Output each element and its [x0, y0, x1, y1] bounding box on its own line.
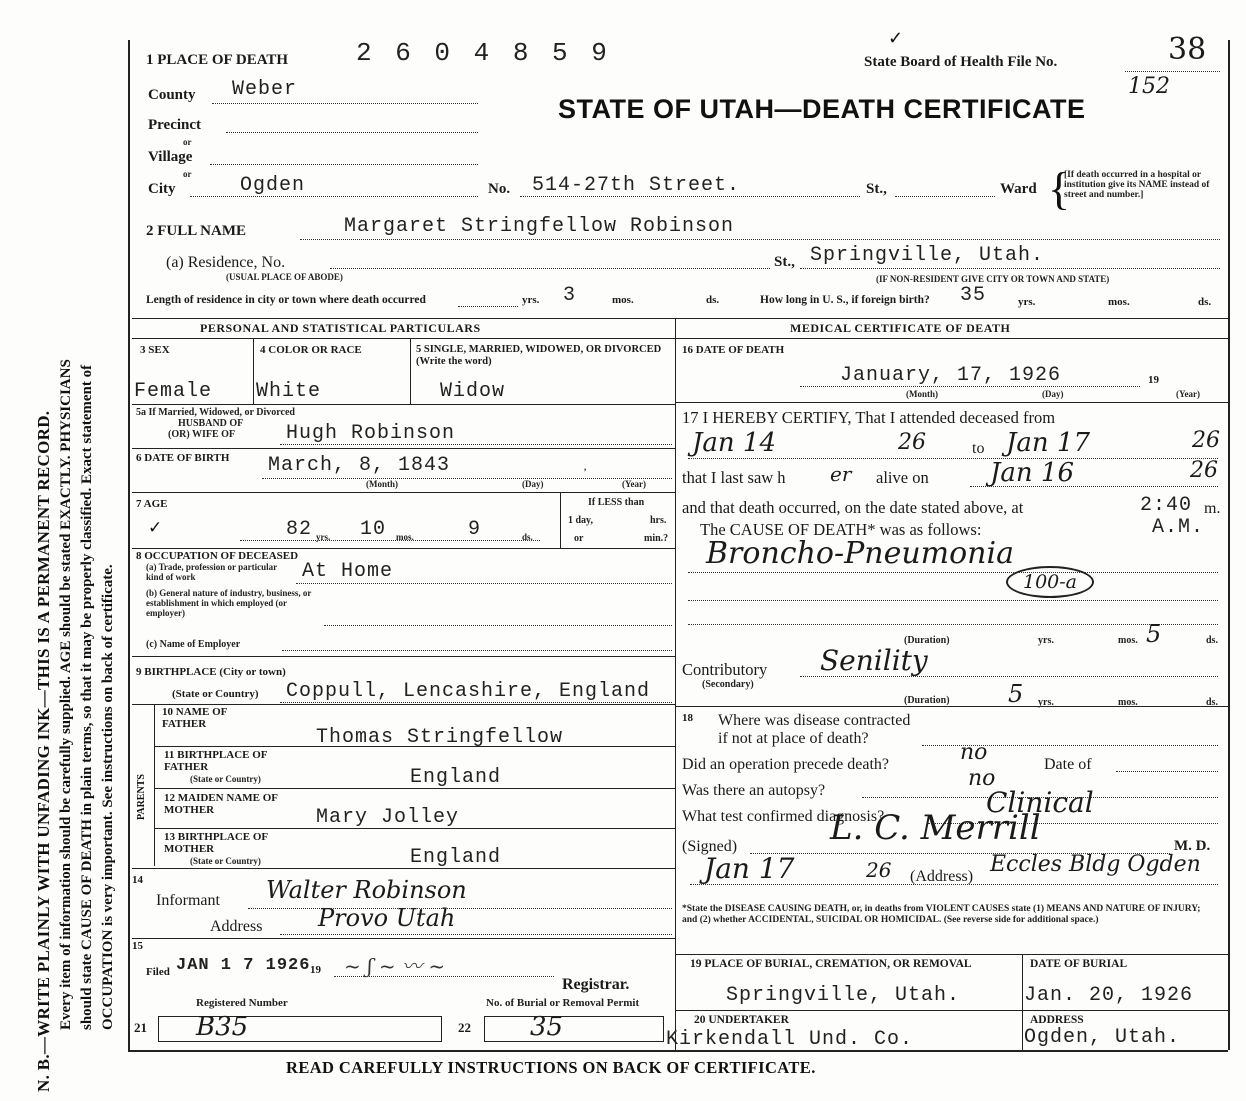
time-of-death: 2:40 — [1140, 494, 1193, 517]
md-label: M. D. — [1174, 838, 1211, 854]
date-of-death-value: January, 17, 1926 — [840, 364, 1062, 387]
permit-prefix: 22 — [458, 1020, 471, 1035]
parents-divider — [154, 704, 155, 866]
occupation-line — [296, 583, 672, 584]
row-divider-4 — [132, 548, 675, 549]
undertaker-name: Kirkendall Und. Co. — [666, 1028, 914, 1051]
cause-footnote: *State the DISEASE CAUSING DEATH, or, in deaths from VIOLENT CAUSES state (1) MEANS AND NATURE OF INJURY; and (2) whether ACCIDENTAL, SUICIDAL OR HOMICIDAL. (See reverse side for additional space.) — [682, 904, 1201, 925]
marital-value: Widow — [440, 380, 506, 403]
residence-value: Springville, Utah. — [810, 244, 1045, 267]
row-divider-1 — [132, 404, 675, 405]
us-years-value: 35 — [960, 284, 987, 307]
dob-year-label: (Year) — [622, 479, 646, 489]
signed-date: Jan 17 — [704, 852, 795, 885]
county-value: Weber — [232, 78, 298, 101]
section-divider — [132, 318, 1228, 319]
last-saw-her: er — [830, 462, 852, 486]
or-minutes-label: or — [574, 533, 584, 544]
medical-row-divider-1 — [675, 402, 1228, 403]
length-years-value: 3 — [563, 284, 577, 307]
left-frame-line — [128, 40, 130, 1050]
filed-19: 19 — [310, 964, 321, 976]
state-file-number: 38 — [1168, 32, 1207, 67]
mother-bp-sub: (State or Country) — [190, 856, 261, 866]
industry-line — [324, 625, 672, 626]
father-label: 10 NAME OF FATHER — [162, 706, 227, 730]
cause-line-3 — [688, 624, 1218, 625]
age-ds-label: ds. — [522, 532, 533, 542]
registrar-signature: ~ ʃ ~ 〰 ~ — [344, 954, 446, 978]
autopsy-value: no — [968, 766, 996, 791]
marital-label: 5 SINGLE, MARRIED, WIDOWED, OR DIVORCED (Write the word) — [416, 344, 662, 367]
duration-label-1: (Duration) — [904, 635, 950, 646]
dob-month-label: (Month) — [366, 479, 398, 489]
medical-row-divider-4 — [675, 1010, 1228, 1011]
duration-yrs-label-1: yrs. — [1038, 635, 1054, 646]
occupation-b-label: (b) General nature of industry, business, or establishment in which employed (or employer) — [146, 588, 312, 618]
cause-label: The CAUSE OF DEATH* was as follows: — [700, 520, 982, 539]
to-label: to — [972, 440, 985, 457]
ward-label: Ward — [1000, 181, 1037, 197]
full-name-value: Margaret Stringfellow Robinson — [344, 215, 735, 238]
attended-to-year: 26 — [1192, 428, 1220, 453]
contributory-cause: Senility — [820, 644, 928, 677]
row-divider-7 — [132, 868, 675, 869]
burial-place: Springville, Utah. — [726, 984, 961, 1007]
father-row-line — [154, 746, 675, 747]
where-contracted-label: Where was disease contracted — [718, 712, 911, 729]
contributory-label: Contributory — [682, 660, 768, 679]
mother-label: 12 MAIDEN NAME OF MOTHER — [164, 792, 278, 816]
heading-underline — [132, 338, 1228, 339]
item-18: 18 — [682, 712, 693, 724]
duration-ds-label-2: ds. — [1206, 697, 1218, 708]
certificate-title: STATE OF UTAH—DEATH CERTIFICATE — [558, 94, 1086, 124]
duration-label-2: (Duration) — [904, 695, 950, 706]
father-value: Thomas Stringfellow — [316, 726, 564, 749]
age-mos-label: mos. — [396, 532, 414, 542]
contributory-duration-yrs: 5 — [1008, 680, 1024, 708]
occupation-value: At Home — [302, 560, 394, 583]
spouse-line — [280, 444, 672, 445]
spouse-value: Hugh Robinson — [286, 422, 456, 445]
burial-date: Jan. 20, 1926 — [1024, 984, 1194, 1007]
signed-year: 26 — [866, 858, 892, 882]
date-of-death-line — [800, 386, 1140, 387]
sex-value: Female — [134, 380, 213, 403]
undertaker-address: Ogden, Utah. — [1024, 1026, 1181, 1049]
test-label: What test confirmed diagnosis? — [682, 808, 885, 825]
ward-line — [895, 196, 995, 197]
filed-label: Filed — [146, 966, 170, 978]
operation-label: Did an operation precede death? — [682, 756, 890, 773]
burial-permit-label: No. of Burial or Removal Permit — [486, 997, 640, 1009]
date-of-death-label: 16 DATE OF DEATH — [682, 344, 785, 356]
dod-month-label: (Month) — [906, 389, 938, 399]
instruction-line-2: should state CAUSE OF DEATH in plain terms, so that it may be properly classified. Exact statement of — [79, 364, 95, 1030]
informant-line — [248, 908, 672, 909]
color-label: 4 COLOR OR RACE — [260, 344, 362, 356]
physician-address-label: (Address) — [910, 868, 974, 885]
right-frame-line — [1228, 40, 1230, 1050]
age-less-divider — [560, 492, 561, 548]
permit-number-box — [484, 1016, 664, 1042]
street-address: 514-27th Street. — [532, 174, 741, 197]
color-value: White — [256, 380, 322, 403]
local-file-number: 152 — [1128, 74, 1170, 99]
informant-label: Informant — [156, 892, 220, 909]
primary-duration-mos: 5 — [1146, 620, 1162, 648]
spouse-label-c: (OR) WIFE OF — [168, 429, 236, 440]
dob-value: March, 8, 1843 — [268, 454, 451, 477]
precinct-label: Precinct — [148, 117, 202, 133]
length-residence-label: Length of residence in city or town where death occurred — [146, 294, 426, 306]
age-label: 7 AGE — [136, 498, 168, 510]
informant-address-line — [280, 934, 672, 935]
dod-day-label: (Day) — [1042, 389, 1064, 399]
operation-value: no — [960, 740, 988, 765]
color-marital-divider — [410, 338, 411, 404]
cause-code: 100-a — [1006, 566, 1094, 598]
occupation-a-label: (a) Trade, profession or particular kind of work — [146, 562, 277, 582]
parents-label: PARENTS — [136, 774, 147, 820]
birthplace-value: Coppull, Lencashire, England — [286, 680, 651, 703]
dod-year-label: (Year) — [1176, 389, 1200, 399]
age-years: 82 — [286, 518, 313, 541]
age-months: 10 — [360, 518, 387, 541]
informant-value: Walter Robinson — [266, 876, 467, 904]
physician-address-line — [690, 884, 1218, 885]
age-days: 9 — [468, 518, 482, 541]
hospital-note-brace: { — [1048, 163, 1071, 214]
birthplace-label: 9 BIRTHPLACE (City or town) — [136, 666, 286, 678]
full-name-label: 2 FULL NAME — [146, 223, 247, 239]
city-value: Ogden — [240, 174, 306, 197]
street-no-label: No. — [488, 181, 511, 197]
duration-yrs-label-2: yrs. — [1038, 697, 1054, 708]
cause-of-death: Broncho-Pneumonia — [706, 536, 1014, 571]
alive-on-label: alive on — [876, 468, 929, 487]
cause-line — [688, 572, 1218, 573]
attended-line — [688, 458, 1218, 459]
us-mos-label: mos. — [1108, 296, 1130, 308]
dob-comma: , — [584, 462, 587, 472]
street-line — [520, 196, 860, 197]
state-file-label: State Board of Health File No. — [864, 54, 1058, 70]
occupation-label: 8 OCCUPATION OF DECEASED — [136, 550, 299, 562]
duration-ds-label-1: ds. — [1206, 635, 1218, 646]
row-divider-3 — [132, 492, 675, 493]
informant-address-label: Address — [210, 918, 263, 935]
duration-mos-label-1: mos. — [1118, 635, 1138, 646]
operation-date-line — [1116, 771, 1218, 772]
min-label: min.? — [644, 533, 669, 544]
one-day-label: 1 day, — [568, 515, 594, 526]
dob-label: 6 DATE OF BIRTH — [136, 452, 230, 464]
mother-value: Mary Jolley — [316, 806, 460, 829]
attended-from: Jan 14 — [692, 428, 777, 458]
father-bp-value: England — [410, 766, 502, 789]
permanent-record-note: N. B.—WRITE PLAINLY WITH UNFADING INK—THIS IS A PERMANENT RECORD. — [34, 410, 53, 1092]
time-m-label: m. — [1204, 500, 1221, 517]
age-check: ✓ — [148, 518, 163, 537]
item-14: 14 — [132, 874, 143, 886]
residence-city-line — [800, 268, 1220, 269]
village-label: Village — [148, 149, 193, 165]
medical-row-divider-2 — [675, 706, 1228, 707]
undertaker-label: 20 UNDERTAKER — [694, 1014, 789, 1026]
last-seen-line — [970, 486, 1218, 487]
autopsy-label: Was there an autopsy? — [682, 782, 826, 799]
row-divider-5 — [132, 656, 675, 657]
us-ds-label: ds. — [1198, 296, 1212, 308]
personal-heading: PERSONAL AND STATISTICAL PARTICULARS — [200, 321, 481, 335]
physician-signature: L. C. Merrill — [830, 808, 1041, 848]
am-pm: A.M. — [1152, 516, 1205, 539]
attended-from-year: 26 — [898, 430, 926, 455]
last-seen-date: Jan 16 — [990, 458, 1075, 488]
father-bp-sub: (State or Country) — [190, 774, 261, 784]
reg-number: B35 — [196, 1012, 249, 1042]
or-label-2: or — [183, 169, 192, 179]
last-saw-label: that I last saw h — [682, 468, 786, 487]
column-divider — [675, 318, 676, 1050]
father-bp-label: 11 BIRTHPLACE OF FATHER — [164, 749, 268, 773]
st-label: St., — [866, 181, 887, 197]
mother-row-line — [154, 828, 675, 829]
spouse-label-b: HUSBAND OF — [178, 418, 244, 429]
row-divider-2 — [132, 448, 675, 449]
mother-bp-value: England — [410, 846, 502, 869]
usual-place-label: (USUAL PLACE OF ABODE) — [226, 272, 343, 282]
instruction-line-1: Every item of information should be carefully supplied. AGE should be stated EXACTLY. PHYSICIANS — [58, 359, 74, 1030]
us-yrs-label: yrs. — [1018, 296, 1036, 308]
hrs-label: hrs. — [650, 515, 667, 526]
employer-label: (c) Name of Employer — [146, 639, 241, 650]
reg-prefix: 21 — [134, 1020, 147, 1035]
age-line — [240, 540, 540, 541]
length-mos-label: mos. — [612, 294, 634, 306]
row-divider-6 — [132, 704, 675, 705]
burial-label: 19 PLACE OF BURIAL, CREMATION, OR REMOVAL — [690, 958, 972, 970]
certify-label: 17 I HEREBY CERTIFY, That I attended deceased from — [682, 408, 1056, 427]
last-seen-year: 26 — [1190, 458, 1218, 483]
burial-date-divider — [1022, 954, 1023, 1050]
birthplace-line — [280, 702, 672, 703]
reg-number-label: Registered Number — [196, 997, 288, 1009]
how-long-us-label: How long in U. S., if foreign birth? — [760, 294, 930, 306]
registrar-label: Registrar. — [562, 976, 630, 993]
spouse-label-a: 5a If Married, Widowed, or Divorced — [136, 407, 295, 418]
mother-bp-label: 13 BIRTHPLACE OF MOTHER — [164, 831, 268, 855]
physician-address: Eccles Bldg Ogden — [990, 852, 1201, 877]
item-15: 15 — [132, 940, 143, 952]
instruction-line-3: OCCUPATION is very important. See instructions on back of certificate. — [100, 564, 116, 1030]
nonresident-note: (IF NON-RESIDENT GIVE CITY OR TOWN AND STATE) — [876, 274, 1110, 284]
medical-row-divider-3 — [675, 954, 1228, 955]
dob-day-label: (Day) — [522, 479, 544, 489]
county-line — [212, 103, 478, 104]
length-yrs-label: yrs. — [522, 294, 540, 306]
sex-color-divider — [253, 338, 254, 404]
or-label-1: or — [183, 137, 192, 147]
employer-line — [282, 650, 672, 651]
state-file-line — [1125, 71, 1220, 72]
birthplace-state-label: (State or Country) — [172, 688, 259, 700]
secondary-label: (Secondary) — [702, 679, 754, 690]
attended-to: Jan 17 — [1006, 428, 1091, 458]
place-of-death-label: 1 PLACE OF DEATH — [146, 52, 289, 68]
precinct-line — [226, 132, 478, 133]
date-19: 19 — [1148, 374, 1159, 386]
less-than-label: If LESS than — [588, 497, 645, 508]
county-label: County — [148, 87, 196, 103]
city-label: City — [148, 181, 176, 197]
footer-instructions: READ CAREFULLY INSTRUCTIONS ON BACK OF CERTIFICATE. — [286, 1058, 816, 1077]
length-ds-label: ds. — [706, 294, 720, 306]
father-bp-row-line — [154, 788, 675, 789]
death-occurred-label: and that death occurred, on the date stated above, at — [682, 498, 1024, 517]
residence-line — [330, 268, 770, 269]
sex-label: 3 SEX — [140, 344, 170, 356]
burial-date-label: DATE OF BURIAL — [1030, 958, 1128, 970]
residence-label: (a) Residence, No. — [166, 254, 286, 271]
undertaker-address-label: ADDRESS — [1030, 1014, 1084, 1026]
serial-number: 2 6 0 4 8 5 9 — [356, 38, 611, 68]
full-name-line — [300, 239, 1220, 240]
row-divider-8 — [132, 938, 675, 939]
informant-address: Provo Utah — [318, 904, 456, 932]
signed-label: (Signed) — [682, 838, 738, 855]
check-mark: ✓ — [888, 28, 904, 48]
not-place-label: if not at place of death? — [718, 730, 869, 747]
duration-mos-label-2: mos. — [1118, 697, 1138, 708]
date-of-label: Date of — [1044, 756, 1092, 773]
medical-heading: MEDICAL CERTIFICATE OF DEATH — [790, 321, 1011, 335]
dob-line — [262, 478, 672, 479]
age-yrs-label: yrs. — [316, 532, 331, 542]
city-line — [190, 196, 478, 197]
permit-number: 35 — [530, 1012, 564, 1042]
length-years-line — [458, 306, 518, 307]
residence-st-label: St., — [774, 254, 795, 270]
filed-date: JAN 1 7 1926 — [176, 956, 311, 975]
hospital-note: [If death occurred in a hospital or institution give its NAME instead of street and number.] — [1064, 170, 1210, 200]
contributory-line — [800, 676, 1218, 677]
cause-line-2 — [688, 600, 1218, 601]
village-line — [210, 164, 478, 165]
test-value: Clinical — [986, 786, 1094, 819]
